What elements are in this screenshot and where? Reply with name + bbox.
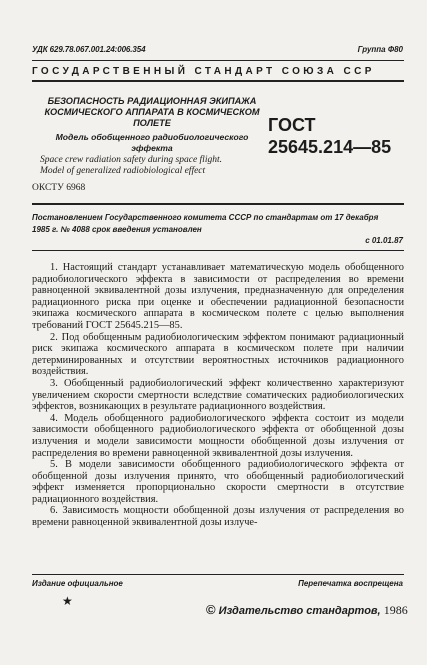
gost-label: ГОСТ [268,115,316,135]
udk-code: УДК 629.78.067.001.24:006.354 [32,45,146,54]
publish-year: 1986 [383,603,408,617]
star-icon: ★ [62,594,73,608]
copyright-icon: © [206,602,216,617]
decree-line2: 1985 г. № 4088 срок введения установлен [32,225,202,234]
paragraph-6: 6. Зависимость мощности обобщенной дозы излучения от распределения во времени равноценной эквивалентной дозы излуче- [32,505,404,529]
subtitle-ru-line2: эффекта [131,143,173,153]
title-block [32,96,272,177]
gost-number: 25645.214—85 [268,137,392,157]
subtitle-ru-line1: Модель обобщенного радиобиологического [55,132,249,142]
publisher-copyright [206,602,408,618]
decree-rule [32,250,404,251]
official-edition: Издание официальное [32,579,123,588]
publisher-name: Издательство стандартов, [218,605,381,617]
decree-text [32,212,404,236]
decree-line1: Постановлением Государственного комитета СССР по стандартам от 17 декабря [32,213,379,222]
title-en-line1: Space crew radiation safety during space flight. [40,155,222,165]
okstu-rule [32,203,404,205]
header-rule [32,80,404,82]
body-text [32,262,404,529]
paragraph-4: 4. Модель обобщенного радиобиологического эффекта состоит из модели зависимости обобщенного радиобиологического эффекта от обобщенной дозы излучения и модели зависимости мощности обобщенной дозы излучения от распределения во времени равноценной эквивалентной дозы излучения. [32,412,404,459]
paragraph-2: 2. Под обобщенным радиобиологическим эффектом понимают радиационный риск экипажа космического аппарата в космическом полете при наличии детерминированных и отсутствии вероятностных источников радиационного воздействия. [32,331,404,378]
paragraph-3: 3. Обобщенный радиобиологический эффект количественно характеризуют увеличением скорости смертности вследствие соматических радиобиологических эффектов, возникающих в результате радиационного воздействия. [32,377,404,413]
gost-designation [268,114,408,158]
top-rule [32,60,404,61]
paragraph-1: 1. Настоящий стандарт устанавливает математическую модель обобщенного радиобиологического эффекта в зависимости от распределения во времени равноценной эквивалентной дозы излучения, предназначенную для определения радиационного риска при оценке и обеспечении радиационной безопасности экипажа космического аппарата в космическом полете с целью выполнения требований ГОСТ 25645.215—85. [32,262,404,331]
reprint-prohibited: Перепечатка воспрещена [298,579,403,588]
okstu-code: ОКСТУ 6968 [32,183,86,193]
effective-date: с 01.01.87 [365,236,403,245]
title-ru-line1: БЕЗОПАСНОСТЬ РАДИАЦИОННАЯ ЭКИПАЖА [47,96,257,106]
title-ru-line3: ПОЛЕТЕ [133,118,171,128]
standard-name: ГОСУДАРСТВЕННЫЙ СТАНДАРТ СОЮЗА ССР [32,66,375,77]
title-ru-line2: КОСМИЧЕСКОГО АППАРАТА В КОСМИЧЕСКОМ [44,107,260,117]
group-code: Группа Ф80 [357,45,403,54]
paragraph-5: 5. В модели зависимости обобщенного радиобиологического эффекта от обобщенной дозы излучения принято, что обобщенный радиобиологический эффект изменяется пропорционально скорости смертности в отсутствие радиационного воздействия. [32,459,404,505]
title-en-line2: Model of generalized radiobiological effect [40,166,206,176]
footer-rule [32,574,404,575]
